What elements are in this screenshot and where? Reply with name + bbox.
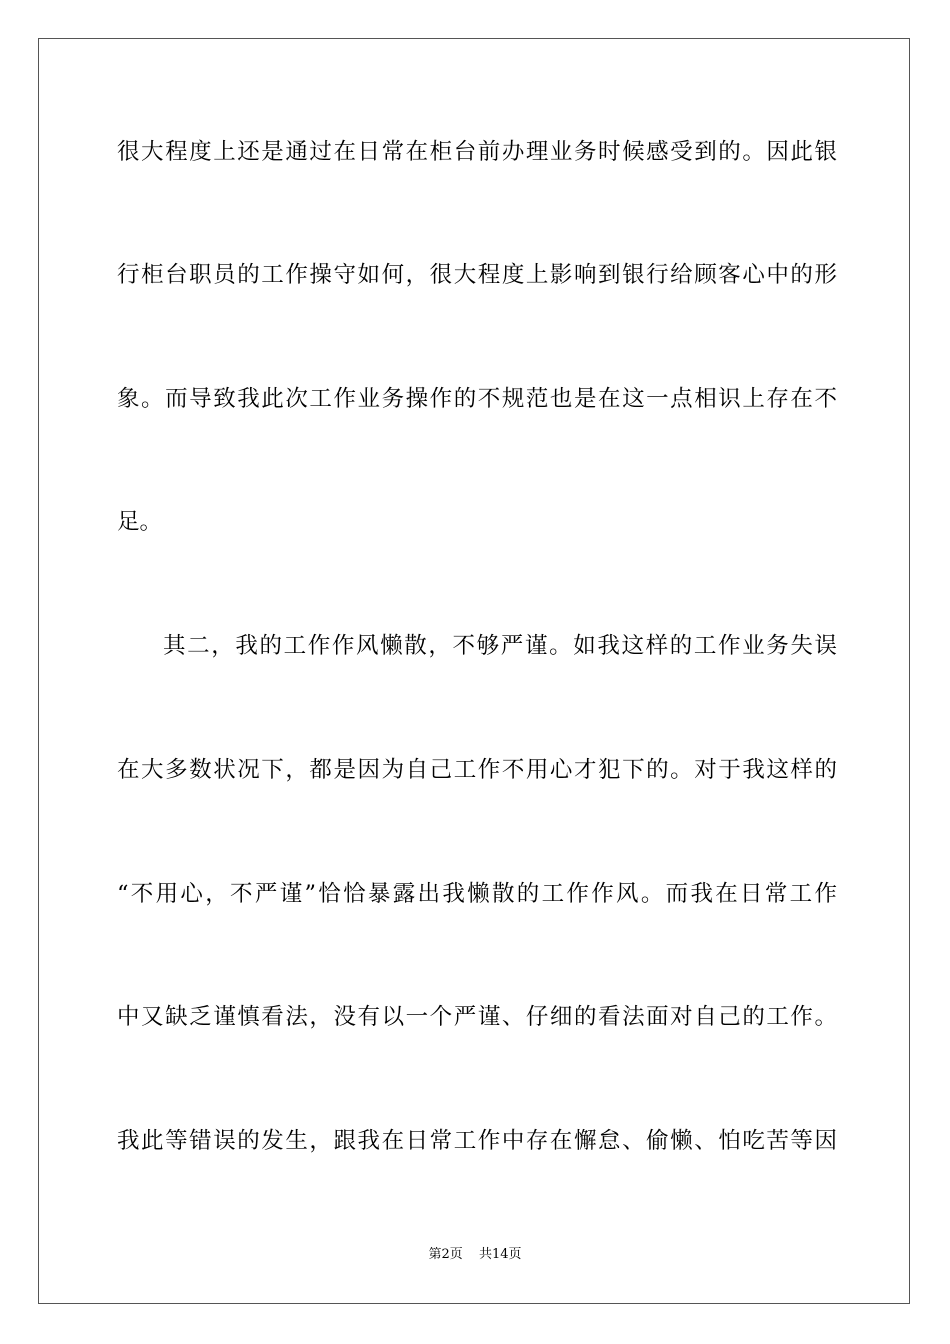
text-line-1: 很大程度上还是通过在日常在柜台前办理业务时候感受到的。因此银	[117, 139, 837, 165]
text-line-2: 行柜台职员的工作操守如何，很大程度上影响到银行给顾客心中的形	[117, 262, 837, 288]
text-line-5: 其二，我的工作作风懒散，不够严谨。如我这样的工作业务失误	[163, 633, 837, 659]
page-footer	[0, 1246, 950, 1264]
text-line-6: 在大多数状况下，都是因为自己工作不用心才犯下的。对于我这样的	[117, 757, 837, 783]
page-number: 第2页	[428, 1247, 463, 1262]
page-border	[38, 38, 910, 1304]
text-line-9: 我此等错误的发生，跟我在日常工作中存在懈怠、偷懒、怕吃苦等因	[117, 1128, 837, 1154]
text-line-7: “不用心，不严谨”恰恰暴露出我懒散的工作作风。而我在日常工作	[117, 881, 837, 907]
page-total: 共14页	[478, 1247, 522, 1262]
text-line-4: 足。	[117, 509, 163, 535]
text-line-8: 中又缺乏谨慎看法，没有以一个严谨、仔细的看法面对自己的工作。	[117, 1004, 837, 1030]
text-line-3: 象。而导致我此次工作业务操作的不规范也是在这一点相识上存在不	[117, 386, 837, 412]
